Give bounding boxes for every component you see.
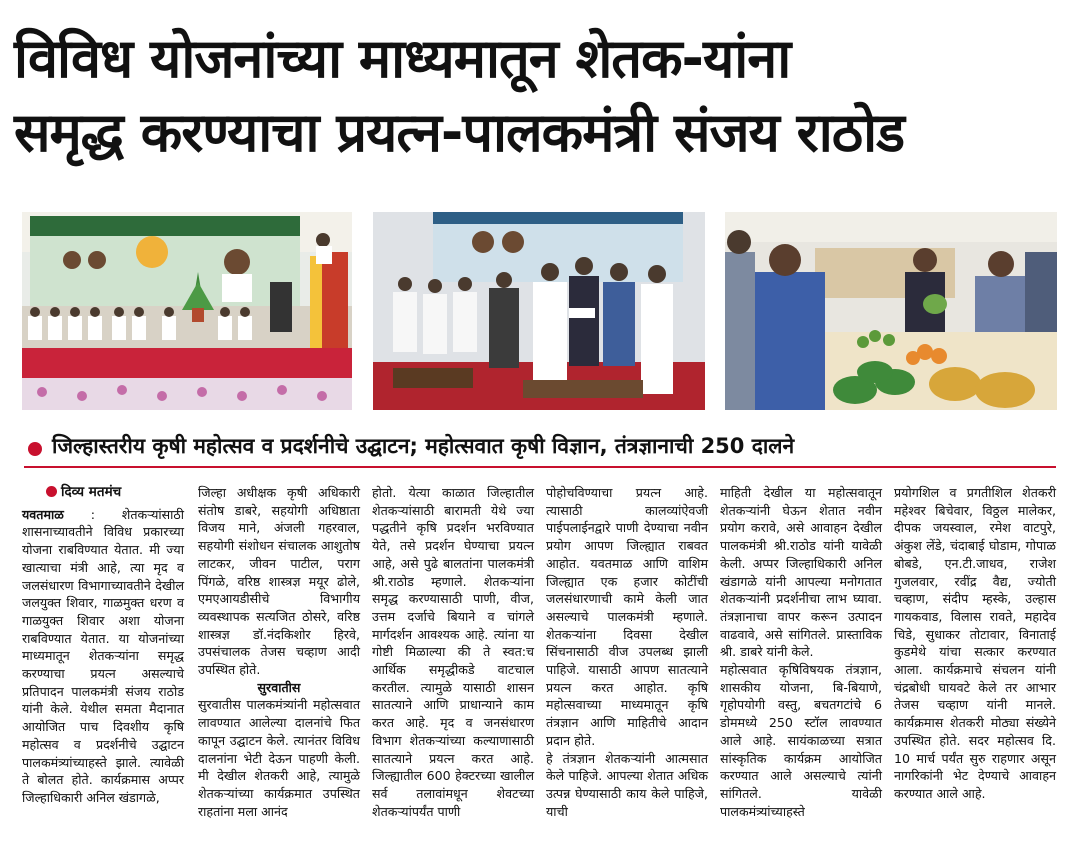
headline-line-2: समृद्ध करण्याचा प्रयत्न-पालकमंत्री संजय राठोड: [14, 101, 904, 164]
article-column-4: [546, 484, 708, 820]
article-paragraph: पोहोचविण्याचा प्रयत्न आहे. त्यासाठी कालव्यांऐवजी पाईपलाईनद्वारे पाणी देण्याचा नवीन प्रयोग आपण जिल्ह्यात राबवत आहोत. यवतमाळ आणि वाशिम जिल्ह्यात एक हजार कोटींची जलसंधारणाची कामे केली जात असल्याचे पालकमंत्री म्हणाले. शेतकऱ्यांना दिवसा देखील सिंचनासाठी वीज उपलब्ध झाली पाहिजे. यासाठी आपण सातत्याने प्रयत्न करत आहोत. कृषि महोत्सवाच्या माध्यमातून कृषि तंत्रज्ञान आणि माहितीचे आदान प्रदान होते.: [546, 485, 708, 748]
article-paragraph: होतो. येत्या काळात जिल्हातील शेतकऱ्यांसाठी बारामती येथे ज्या पद्धतीने कृषि प्रदर्शन भरविण्यात येते, तसे प्रदर्शन घेण्याचा प्रयत्न आहे, असे पुढे बालतांना पालकमंत्री श्री.राठोड म्हणाले. शेतकऱ्यांना समृद्ध करण्यासाठी पाणी, वीज, उत्तम दर्जाचे बियाने व चांगले मार्गदर्शन आवश्यक आहे. त्यांना या गोष्टी मिळाल्या की ते स्वत:च आर्थिक समृद्धीकडे वाटचाल करतील. त्यामुळे यासाठी शासन सातत्याने आणि प्राधान्याने काम करत आहे. मृद व जनसंधारण विभाग शेतकऱ्यांच्या कल्याणासाठी सातत्याने प्रयत्न करत आहे. जिल्ह्यातील 600 हेक्टरच्या खालील सर्व तलावांमधून शेवटच्या शेतकऱ्यांपर्यंत पाणी: [372, 485, 534, 819]
article-body: [20, 484, 1060, 834]
byline-text: दिव्य मतमंच: [61, 484, 122, 500]
subheadline: [24, 432, 1056, 468]
article-column-5: [720, 484, 882, 820]
byline-dot: [46, 486, 57, 497]
bullet-dot: [28, 442, 42, 456]
article-column-3: [372, 484, 534, 820]
article-paragraph: महोत्सवात कृषिविषयक तंत्रज्ञान, शासकीय योजना, बि-बियाणे, गृहोपयोगी वस्तु, बचतगटांचे 6 डोममध्ये 250 स्टॉल लावण्यात आले आहे. सायंकाळच्या सत्रात सांस्कृतिक कार्यक्रम आयोजित करण्यात आले असल्याचे त्यांनी सांगितले. यावेळी पालकमंत्र्यांच्याहस्ते: [720, 662, 882, 819]
photo-produce-stall: [725, 212, 1057, 410]
byline: [22, 484, 184, 502]
article-paragraph: माहिती देखील या महोत्सवातून शेतकऱ्यांनी घेऊन शेतात नवीन प्रयोग करावे, असे आवाहन देखील पालकमंत्री श्री.राठोड यांनी यावेळी केली. अप्पर जिल्हाधिकारी अनिल खंडागळे यांनी आपल्या मनोगतात शेतकऱ्यांनी प्रदर्शनीचा लाभ घ्यावा. तंत्रज्ञानाचा वापर करून उत्पादन वाढवावे, असे सांगितले. प्रास्ताविक श्री. डाबरे यांनी केले.: [720, 485, 882, 660]
article-paragraph: प्रयोगशिल व प्रगतीशिल शेतकरी महेश्वर बिचेवार, विठ्ठल मालेकर, दीपक जयस्वाल, रमेश वाटपुरे, अंकुश लेंडे, चंदाबाई घोडाम, गोपाळ बोबडे, एन.टी.जाधव, राजेश गुजलवार, रवींद्र वैद्य, ज्योती चव्हाण, संदीप म्हस्के, उल्हास गायकवाड, विलास रावते, महादेव चिडे, सुधाकर तोटावार, विनाताई कुडमेथे यांचा सत्कार करण्यात आला. कार्यक्रमाचे संचलन यांनी चंद्रबोधी घायवटे केले तर आभार तेजस चव्हाण यांनी मानले. कार्यक्रमास शेतकरी मोठ्या संख्येने उपस्थित होते. सदर महोत्सव दि. 10 मार्च पर्यंत सुरु राहणार असून नागरिकांनी भेट देण्याचे आवाहन करण्यात आले आहे.: [894, 485, 1056, 801]
article-column-1: [22, 484, 184, 807]
headline-line-1: विविध योजनांच्या माध्यमातून शेतक-यांना: [14, 27, 791, 90]
dateline: यवतमाळ: [22, 506, 64, 522]
photo-felicitation: [373, 212, 705, 410]
article-paragraph: जिल्हा अधीक्षक कृषी अधिकारी संतोष डाबरे, सहयोगी अधिष्ठाता विजय माने, अंजली गहरवाल, सहयोगी संशोधन संचालक आशुतोष लाटकर, जीवन पाटील, पराग पिंगळे, वरिष्ठ शास्त्रज्ञ मयूर ढोले, एमएआयडीसीचे विभागीय व्यवस्थापक सत्यजित ठोसरे, वरिष्ठ शास्त्रज्ञ डॉ.नंदकिशोर हिरवे, उपसंचालक तेजस चव्हाण आदी उपस्थित होते.: [198, 485, 360, 678]
subheadline-text: जिल्हास्तरीय कृषी महोत्सव व प्रदर्शनीचे उद्घाटन; महोत्सवात कृषी विज्ञान, तंत्रज्ञानाची 250 दालने: [52, 434, 795, 458]
article-column-6: [894, 484, 1056, 803]
article-column-2: [198, 484, 360, 820]
headline: [14, 22, 1066, 170]
article-paragraph: सुरवातीस पालकमंत्र्यांनी महोत्सवात लावण्यात आलेल्या दालनांचे फित कापून उद्घाटन केले. त्यानंतर विविध दालनांना भेटी देऊन पाहणी केली. मी देखील शेतकरी आहे, त्यामुळे शेतकऱ्यांच्या कार्यक्रमात उपस्थित राहतांना मला आनंद: [198, 697, 360, 819]
article-paragraph: हे तंत्रज्ञान शेतकऱ्यांनी आत्मसात केले पाहिजे. आपल्या शेतात अधिक उत्पन्न घेण्यासाठी काय केले पाहिजे, याची: [546, 750, 708, 819]
paragraph-text: शेतकऱ्यांसाठी शासनाच्यावतीने विविध प्रकारच्या योजना राबविण्यात येतात. मी ज्या खात्याचा मंत्री आहे, त्या मृद व जलसंधारण विभागाच्यावतीने देखील जलयुक्त शिवार, गाळमुक्त धरण व गाळयुक्त शिवार अशा योजना राबविण्यात येतात. या योजनांच्या माध्यमातून शेतकऱ्यांना समृद्ध करण्याचा प्रयत्न असल्याचे प्रतिपादन पालकमंत्री संजय राठोड यांनी केले. येथील समता मैदानात आयोजित पाच दिवशीय कृषि महोत्सव व प्रदर्शनीचे उद्घाटन पालकमंत्र्यांच्याहस्ते झाले. त्यावेळी ते बोलत होते. कार्यक्रमास अप्पर जिल्हाधिकारी अनिल खंडागळे,: [22, 506, 184, 805]
photo-stage-event: [22, 212, 352, 410]
section-heading: सुरवातीस: [257, 679, 301, 695]
article-paragraph: यवतमाळ : शेतकऱ्यांसाठी शासनाच्यावतीने विविध प्रकारच्या योजना राबविण्यात येतात. मी ज्या खात्याचा मंत्री आहे, त्या मृद व जलसंधारण विभागाच्यावतीने देखील जलयुक्त शिवार, गाळमुक्त धरण व गाळयुक्त शिवार अशा योजना राबविण्यात येतात. या योजनांच्या माध्यमातून शेतकऱ्यांना समृद्ध करण्याचा प्रयत्न असल्याचे प्रतिपादन पालकमंत्री संजय राठोड यांनी केले. येथील समता मैदानात आयोजित पाच दिवशीय कृषि महोत्सव व प्रदर्शनीचे उद्घाटन पालकमंत्र्यांच्याहस्ते झाले. त्यावेळी ते बोलत होते. कार्यक्रमास अप्पर जिल्हाधिकारी अनिल खंडागळे,: [22, 506, 184, 805]
